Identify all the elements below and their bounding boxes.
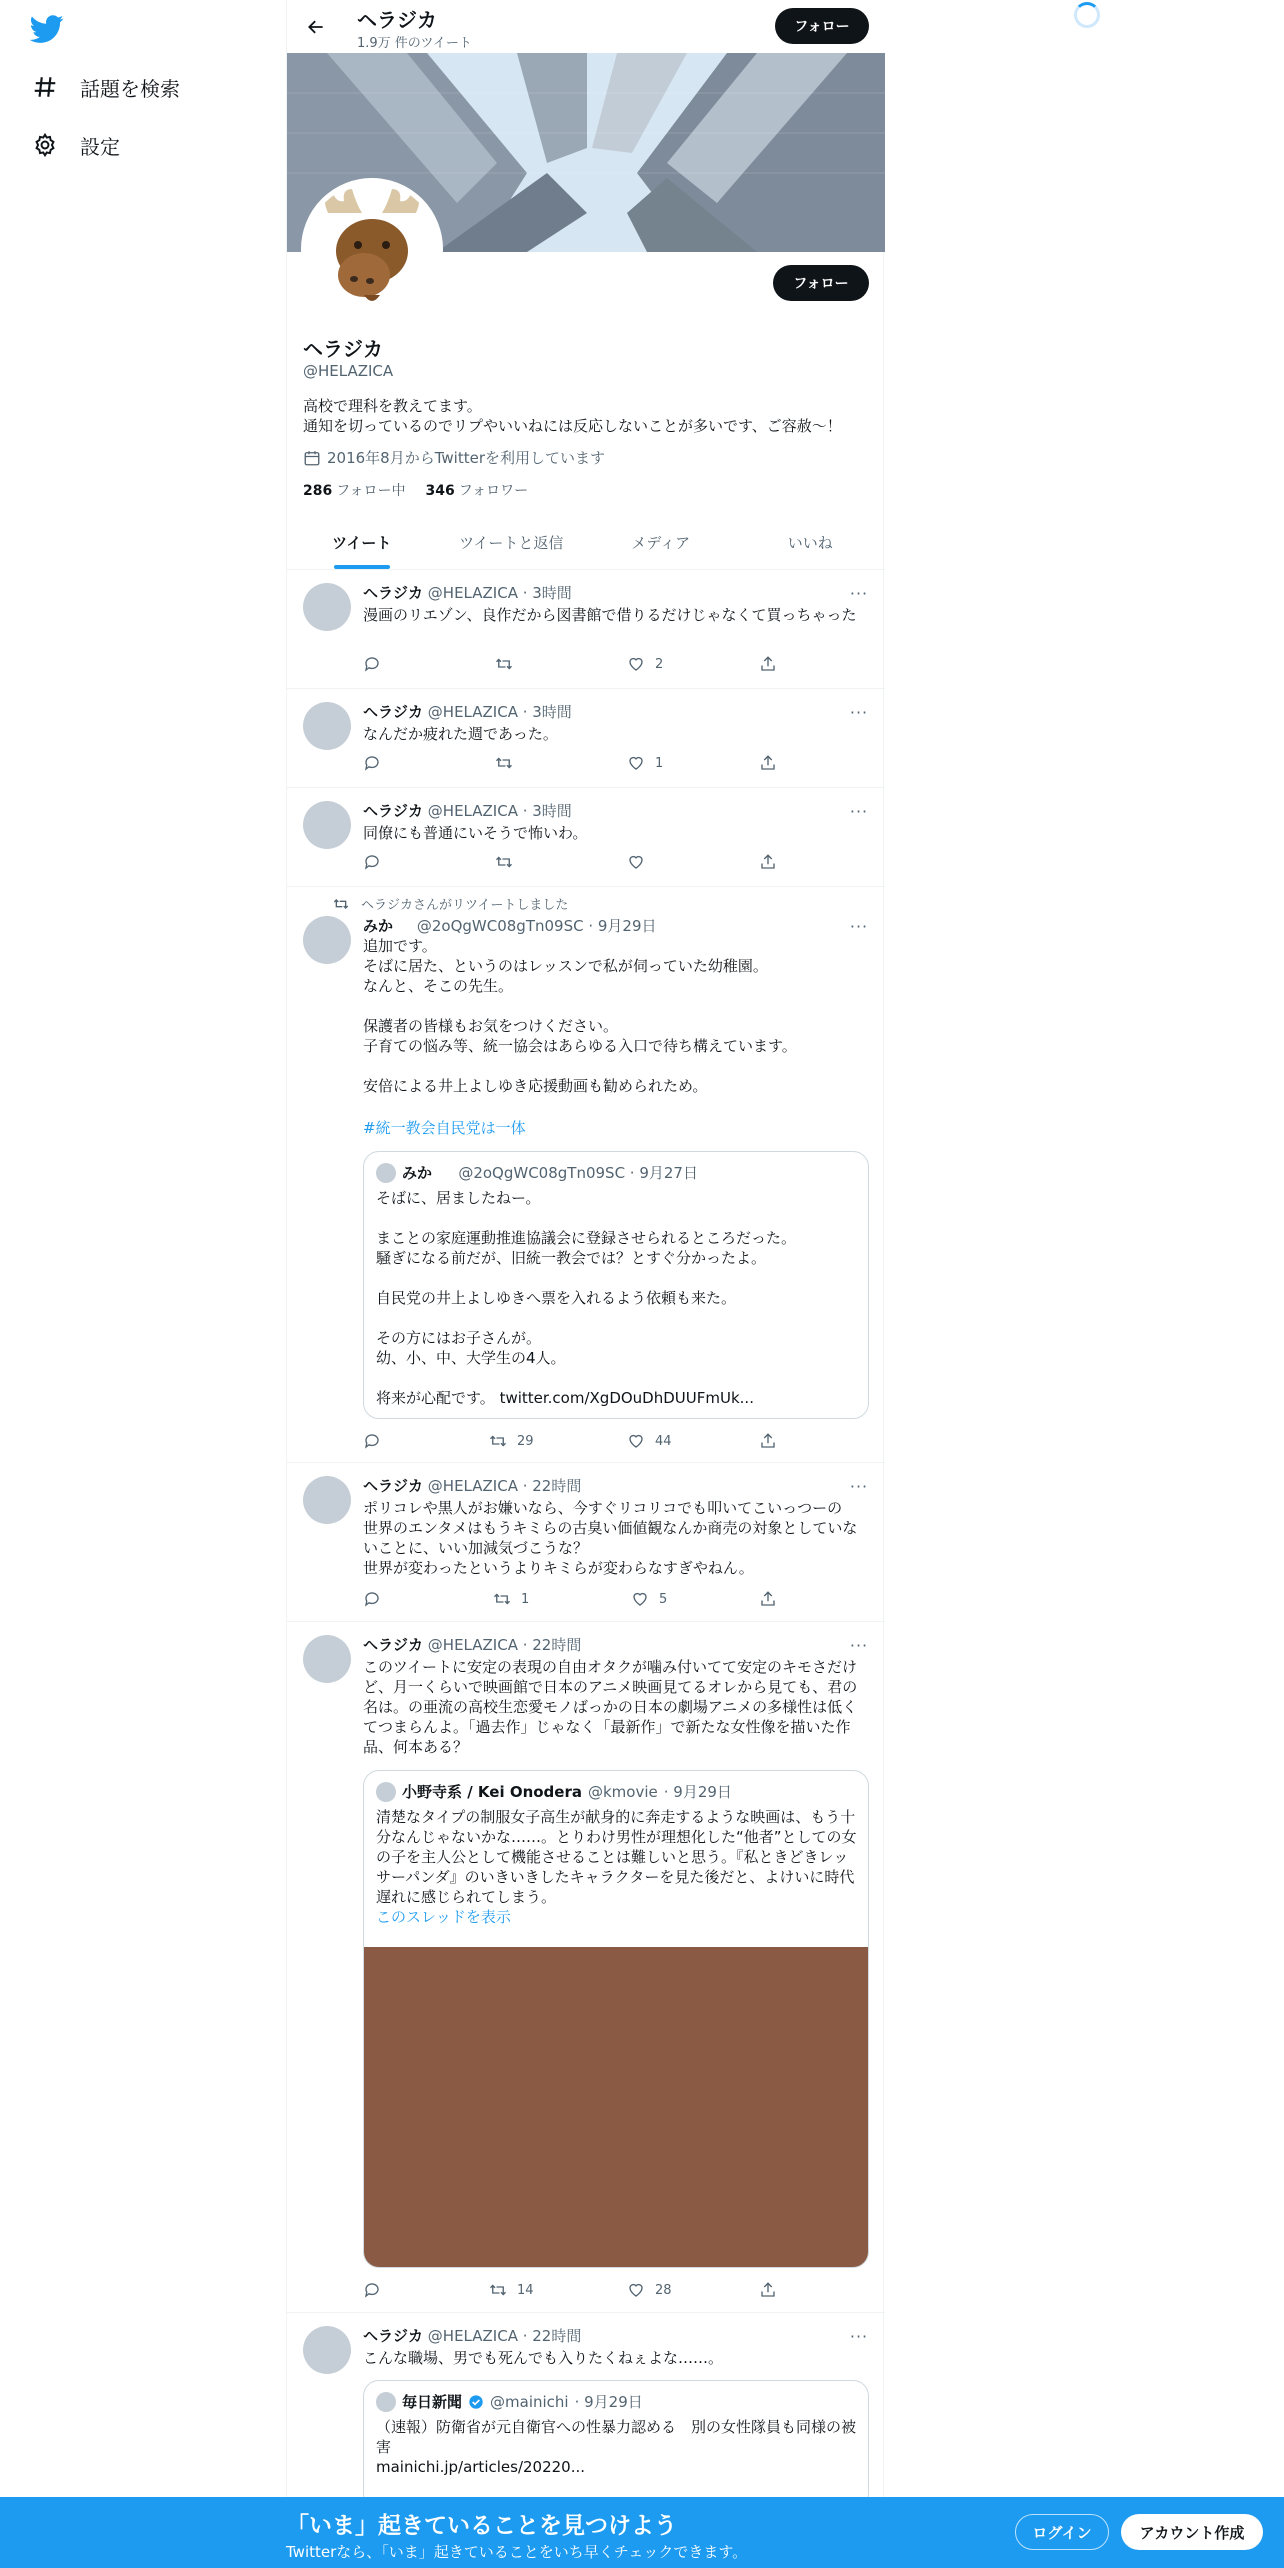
more-options-icon[interactable]: ··· xyxy=(849,702,869,722)
tab-tweets[interactable]: ツイート xyxy=(287,515,437,569)
retweet-button[interactable] xyxy=(495,655,523,673)
tweet-text: このツイートに安定の表現の自由オタクが噛み付いてて安定のキモさだけど、月一くらいで映画館で日本のアニメ映画見てるオレから見ても、君の名は。の亜流の高校生恋愛モノばっかの日本の劇場アニメの多様性は低くてつまらんよ。「過去作」じゃなく「最新作」で新たな女性像を描いた作品、何本ある？ xyxy=(363,1658,858,1756)
reply-button[interactable] xyxy=(363,1432,381,1450)
followers-count: 346 xyxy=(425,483,455,499)
profile-tabs xyxy=(287,515,885,570)
tweet-author-name[interactable]: ヘラジカ xyxy=(363,802,424,820)
tweet[interactable] xyxy=(287,2314,885,2497)
heart-icon xyxy=(627,2281,645,2299)
like-button[interactable] xyxy=(627,853,655,871)
quoted-tweet-avatar xyxy=(376,1163,396,1183)
loading-spinner-icon xyxy=(1074,2,1100,28)
more-options-icon[interactable]: ··· xyxy=(849,583,869,603)
profile-handle: @HELAZICA xyxy=(303,362,394,380)
tweet-meta: @HELAZICA · 22時間 xyxy=(427,1636,582,1654)
quoted-tweet-text: 清楚なタイプの制服女子高生が献身的に奔走するような映画は、もう十分なんじゃないかな……。とりわけ男性が理想化した“他者”としての女の子を主人公として機能させることは難しいと思う。『私ときどきレッサーパンダ』のいきいきしたキャラクターを見た後だと、よけいに時代遅れに感じられてしまう。 xyxy=(376,1808,857,1906)
tweet-avatar[interactable] xyxy=(303,1476,351,1524)
retweet-count: 14 xyxy=(517,2282,534,2298)
share-button[interactable] xyxy=(759,2281,777,2299)
quoted-tweet-author: みか xyxy=(402,1164,433,1182)
tweet-hashtag-link[interactable]: #統一教会自民党は一体 xyxy=(363,1119,526,1137)
nav-explore[interactable] xyxy=(32,67,180,107)
tweet-author-name[interactable]: ヘラジカ xyxy=(363,703,424,721)
like-count: 44 xyxy=(655,1433,672,1449)
header-tweet-count: 1.9万 件のツイート xyxy=(357,36,472,51)
reply-button[interactable] xyxy=(363,853,381,871)
tweet-actions xyxy=(363,655,803,675)
tweet-text: ポリコレや黒人がお嫌いなら、今すぐリコリコでも叩いてこいっつーの 世界のエンタメはもうキミらの古臭い価値観なんか商売の対象としていないことに、いい加減気づこうな？ 世界が変わったというよりキミらが変わらなすぎやねん。 xyxy=(363,1499,858,1577)
quoted-tweet[interactable] xyxy=(363,2380,869,2510)
tweet-header xyxy=(363,1475,581,1496)
tweet[interactable] xyxy=(287,690,885,788)
twitter-logo-icon[interactable] xyxy=(30,12,64,46)
like-count: 5 xyxy=(659,1591,668,1607)
retweet-button[interactable] xyxy=(495,754,523,772)
reply-button[interactable] xyxy=(363,2281,381,2299)
reply-icon xyxy=(363,853,381,871)
retweet-icon xyxy=(333,896,349,912)
moose-avatar-graphic xyxy=(306,183,438,315)
share-button[interactable] xyxy=(759,655,777,673)
tweet-meta: @HELAZICA · 3時間 xyxy=(427,584,572,602)
retweet-icon xyxy=(489,1432,507,1450)
tab-tweets-and-replies[interactable]: ツイートと返信 xyxy=(459,533,564,552)
gear-icon xyxy=(32,132,58,158)
tab-media[interactable]: メディア xyxy=(631,533,691,552)
verified-badge-icon xyxy=(468,2394,484,2410)
tweet-meta: @HELAZICA · 22時間 xyxy=(427,2327,582,2345)
quoted-tweet-avatar xyxy=(376,2392,396,2412)
share-button[interactable] xyxy=(759,1432,777,1450)
reply-button[interactable] xyxy=(363,1590,381,1608)
signup-prompt-subtitle: Twitterなら、「いま」起きていることをいち早くチェックできます。 xyxy=(286,2543,748,2561)
calendar-icon xyxy=(303,449,321,467)
retweet-count: 1 xyxy=(521,1591,530,1607)
tweet-header xyxy=(363,800,572,821)
tweet-header xyxy=(363,1634,581,1655)
followers-label: フォロワー xyxy=(458,483,529,499)
quoted-tweet-handle: @mainichi xyxy=(490,2392,569,2411)
quoted-tweet-meta: · 9月29日 xyxy=(663,1783,732,1801)
hashtag-icon xyxy=(32,74,58,100)
tweet-text: 漫画のリエゾン、良作だから図書館で借りるだけじゃなくて買っちゃった xyxy=(363,606,857,624)
tweet-avatar[interactable] xyxy=(303,1635,351,1683)
quoted-tweet-image[interactable] xyxy=(364,1947,869,2268)
tweet-avatar[interactable] xyxy=(303,2326,351,2374)
tweet-meta: @2oQgWC08gTn09SC · 9月29日 xyxy=(416,917,657,935)
profile-name: ヘラジカ xyxy=(303,337,383,361)
tweet[interactable] xyxy=(287,1623,885,2313)
share-icon xyxy=(759,853,777,871)
heart-icon xyxy=(627,754,645,772)
like-count: 2 xyxy=(655,656,664,672)
like-count: 1 xyxy=(655,755,664,771)
share-icon xyxy=(759,655,777,673)
like-count: 28 xyxy=(655,2282,672,2298)
tab-likes[interactable]: いいね xyxy=(787,533,833,552)
more-options-icon[interactable]: ··· xyxy=(849,2326,869,2346)
tweet-text: 同僚にも普通にいそうで怖いわ。 xyxy=(363,824,588,842)
retweet-count: 29 xyxy=(517,1433,534,1449)
heart-icon xyxy=(627,1432,645,1450)
retweet-note-text[interactable]: ヘラジカさんがリツイートしました xyxy=(361,898,569,913)
reply-icon xyxy=(363,1432,381,1450)
tweet-avatar[interactable] xyxy=(303,702,351,750)
share-icon xyxy=(759,1590,777,1608)
quoted-tweet-meta: @2oQgWC08gTn09SC · 9月27日 xyxy=(458,1164,698,1182)
reply-button[interactable] xyxy=(363,754,381,772)
tweet-actions xyxy=(363,1432,803,1452)
tweet[interactable] xyxy=(287,888,885,1463)
more-options-icon[interactable]: ··· xyxy=(849,916,869,936)
reply-button[interactable] xyxy=(363,655,381,673)
retweet-icon xyxy=(495,853,513,871)
retweet-icon xyxy=(495,754,513,772)
nav-explore-label: 話題を検索 xyxy=(80,76,180,101)
retweet-button[interactable] xyxy=(495,853,523,871)
tweet-header xyxy=(363,701,572,722)
tweet[interactable] xyxy=(287,1464,885,1622)
tweet-header xyxy=(363,2325,581,2346)
profile-header-bar xyxy=(287,0,885,53)
profile-column xyxy=(286,0,884,2568)
tweet-meta: @HELAZICA · 22時間 xyxy=(427,1477,582,1495)
share-button[interactable] xyxy=(759,1590,777,1608)
nav-settings[interactable] xyxy=(32,125,120,165)
profile-joined xyxy=(303,447,605,468)
share-icon xyxy=(759,2281,777,2299)
like-button[interactable] xyxy=(631,1590,667,1608)
tweet-actions xyxy=(363,1590,803,1610)
like-button[interactable] xyxy=(627,754,663,772)
tweet-avatar[interactable] xyxy=(303,583,351,631)
heart-icon xyxy=(631,1590,649,1608)
quoted-tweet[interactable] xyxy=(363,1151,869,1419)
login-button[interactable]: ログイン xyxy=(1015,2514,1109,2550)
tweet-actions xyxy=(363,853,803,873)
tweet-meta: @HELAZICA · 3時間 xyxy=(427,802,572,820)
share-icon xyxy=(759,1432,777,1450)
reply-icon xyxy=(363,655,381,673)
tweet-actions xyxy=(363,754,803,774)
retweet-button[interactable] xyxy=(489,2281,534,2299)
tweet[interactable] xyxy=(287,789,885,887)
quoted-tweet-text: （速報）防衛省が元自衛官への性暴力認める 別の女性隊員も同様の被害 mainichi.jp/articles/20220... xyxy=(376,2418,857,2476)
retweet-button[interactable] xyxy=(493,1590,529,1608)
share-icon xyxy=(759,754,777,772)
back-button[interactable] xyxy=(301,12,331,42)
retweet-icon xyxy=(495,655,513,673)
heart-icon xyxy=(627,853,645,871)
profile-bio: 高校で理科を教えてます。 通知を切っているのでリプやいいねには反応しないことが多いです、ご容赦～！ xyxy=(303,397,842,435)
quoted-tweet-text: そばに、居ましたねー。 まことの家庭運動推進協議会に登録させられるところだった。 騒ぎになる前だが、旧統一教会では？とすぐ分かったよ。 自民党の井上よしゆきへ票を入れるよう依頼も来た。 その方にはお子さんが。 幼、小、中、大学生の4人。 将来が心配です。 twitter.com/XgDOuDhDUUFmUk... xyxy=(376,1189,797,1407)
quoted-tweet-header xyxy=(376,1162,698,1183)
heart-icon xyxy=(627,655,645,673)
tweet[interactable] xyxy=(287,571,885,689)
header-title: ヘラジカ xyxy=(357,8,437,32)
signup-prompt-title: 「いま」起きていることを見つけよう xyxy=(286,2513,677,2539)
quoted-tweet-avatar xyxy=(376,1782,396,1802)
reply-icon xyxy=(363,1590,381,1608)
tweet-text: こんな職場、男でも死んでも入りたくねぇよな……。 xyxy=(363,2349,724,2367)
tweet-header xyxy=(363,582,572,603)
quoted-tweet-handle: @kmovie xyxy=(588,1782,658,1801)
tweet-avatar[interactable] xyxy=(303,801,351,849)
quoted-tweet-author: 小野寺系 / Kei Onodera xyxy=(402,1783,582,1801)
nav-settings-label: 設定 xyxy=(80,134,120,159)
retweet-icon xyxy=(489,2281,507,2299)
tweet-author-name[interactable]: ヘラジカ xyxy=(363,1477,424,1495)
quoted-tweet-header xyxy=(376,1781,732,1802)
tweet-header xyxy=(363,915,657,936)
like-button[interactable] xyxy=(627,655,663,673)
reply-icon xyxy=(363,2281,381,2299)
create-account-button[interactable]: アカウント作成 xyxy=(1121,2514,1263,2550)
quoted-tweet-meta: · 9月29日 xyxy=(574,2393,643,2411)
followers-link[interactable] xyxy=(426,480,529,500)
tweet-author-name[interactable]: みか xyxy=(363,917,394,935)
tweet-author-name[interactable]: ヘラジカ xyxy=(363,2327,424,2345)
quoted-tweet[interactable] xyxy=(363,1770,869,2268)
like-button[interactable] xyxy=(627,2281,672,2299)
profile-joined-text: 2016年8月からTwitterを利用しています xyxy=(327,449,605,467)
retweet-button[interactable] xyxy=(489,1432,534,1450)
arrow-left-icon xyxy=(306,17,326,37)
tweet-text: なんだか疲れた週であった。 xyxy=(363,725,558,743)
show-thread-link[interactable]: このスレッドを表示 xyxy=(376,1908,511,1926)
tweet-author-name[interactable]: ヘラジカ xyxy=(363,584,424,602)
profile-follow-stats xyxy=(303,480,528,500)
following-label: フォロー中 xyxy=(336,483,406,499)
tweet-author-name[interactable]: ヘラジカ xyxy=(363,1636,424,1654)
like-button[interactable] xyxy=(627,1432,672,1450)
profile-avatar[interactable] xyxy=(301,178,443,320)
share-button[interactable] xyxy=(759,853,777,871)
tweet-actions xyxy=(363,2281,803,2301)
tweet-text: 追加です。 そばに居た、というのはレッスンで私が伺っていた幼稚園。 なんと、そこの先生。 保護者の皆様もお気をつけください。 子育ての悩み等、統一協会はあらゆる入口で待ち構えています。 安倍による井上よしゆき応援動画も勧められため。 xyxy=(363,937,797,1095)
quoted-tweet-author: 毎日新聞 xyxy=(402,2393,463,2411)
tweet-avatar[interactable] xyxy=(303,916,351,964)
following-count: 286 xyxy=(303,483,333,499)
quoted-tweet-header xyxy=(376,2391,643,2412)
following-link[interactable] xyxy=(303,480,406,500)
reply-icon xyxy=(363,754,381,772)
tweet-meta: @HELAZICA · 3時間 xyxy=(427,703,572,721)
more-options-icon[interactable]: ··· xyxy=(849,1635,869,1655)
header-follow-button[interactable]: フォロー xyxy=(775,8,869,44)
more-options-icon[interactable]: ··· xyxy=(849,1476,869,1496)
signup-prompt-bar xyxy=(0,2497,1284,2568)
more-options-icon[interactable]: ··· xyxy=(849,801,869,821)
profile-follow-button[interactable]: フォロー xyxy=(773,265,869,301)
share-button[interactable] xyxy=(759,754,777,772)
retweet-indicator xyxy=(333,894,568,913)
retweet-icon xyxy=(493,1590,511,1608)
